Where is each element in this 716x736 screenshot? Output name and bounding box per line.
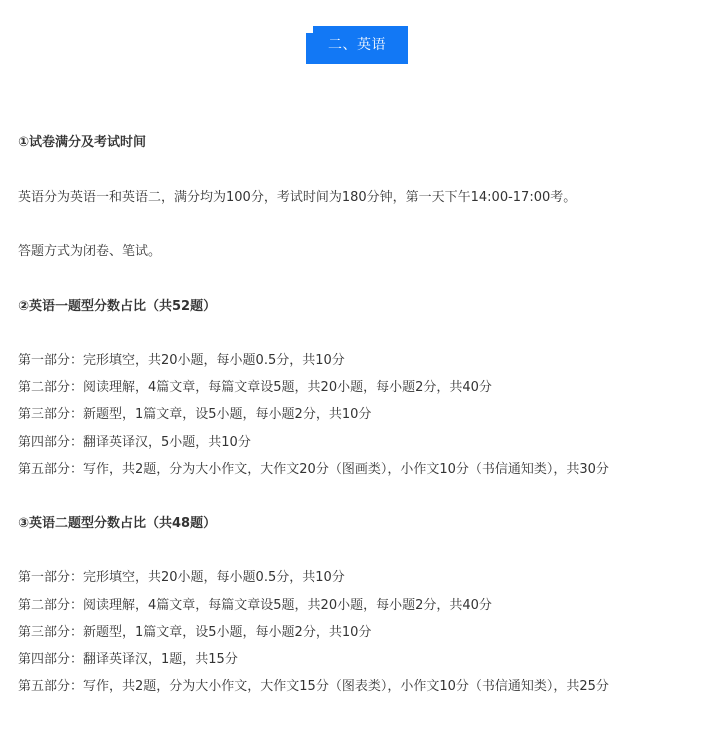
exam-info-heading: ①试卷满分及考试时间 <box>18 135 147 150</box>
english-two-part: 第二部分：阅读理解，4篇文章，每篇文章设5题，共20小题，每小题2分，共40分 <box>18 598 492 613</box>
exam-info-paragraph: 英语分为英语一和英语二，满分均为100分，考试时间为180分钟，第一天下午14:00-17:00考。 <box>18 190 577 205</box>
english-two-part: 第三部分：新题型，1篇文章，设5小题，每小题2分，共10分 <box>18 625 372 640</box>
english-two-part: 第四部分：翻译英译汉，1题，共15分 <box>18 652 238 667</box>
english-two-part: 第一部分：完形填空，共20小题，每小题0.5分，共10分 <box>18 570 345 585</box>
section-title: 二、英语 <box>306 26 408 64</box>
english-two-part: 第五部分：写作，共2题，分为大小作文，大作文15分（图表类），小作文10分（书信通知类），共25分 <box>18 679 609 694</box>
section-title-block <box>306 26 408 64</box>
english-one-part: 第二部分：阅读理解，4篇文章，每篇文章设5题，共20小题，每小题2分，共40分 <box>18 380 492 395</box>
english-one-part: 第五部分：写作，共2题，分为大小作文，大作文20分（图画类），小作文10分（书信通知类），共30分 <box>18 462 609 477</box>
exam-format-paragraph: 答题方式为闭卷、笔试。 <box>18 244 162 259</box>
english-one-part: 第四部分：翻译英译汉，5小题，共10分 <box>18 435 251 450</box>
title-corner-decoration <box>306 26 314 34</box>
english-one-part: 第三部分：新题型，1篇文章，设5小题，每小题2分，共10分 <box>18 407 372 422</box>
english-one-heading: ②英语一题型分数占比（共52题） <box>18 299 217 314</box>
english-two-heading: ③英语二题型分数占比（共48题） <box>18 516 217 531</box>
english-one-part: 第一部分：完形填空，共20小题，每小题0.5分，共10分 <box>18 353 345 368</box>
